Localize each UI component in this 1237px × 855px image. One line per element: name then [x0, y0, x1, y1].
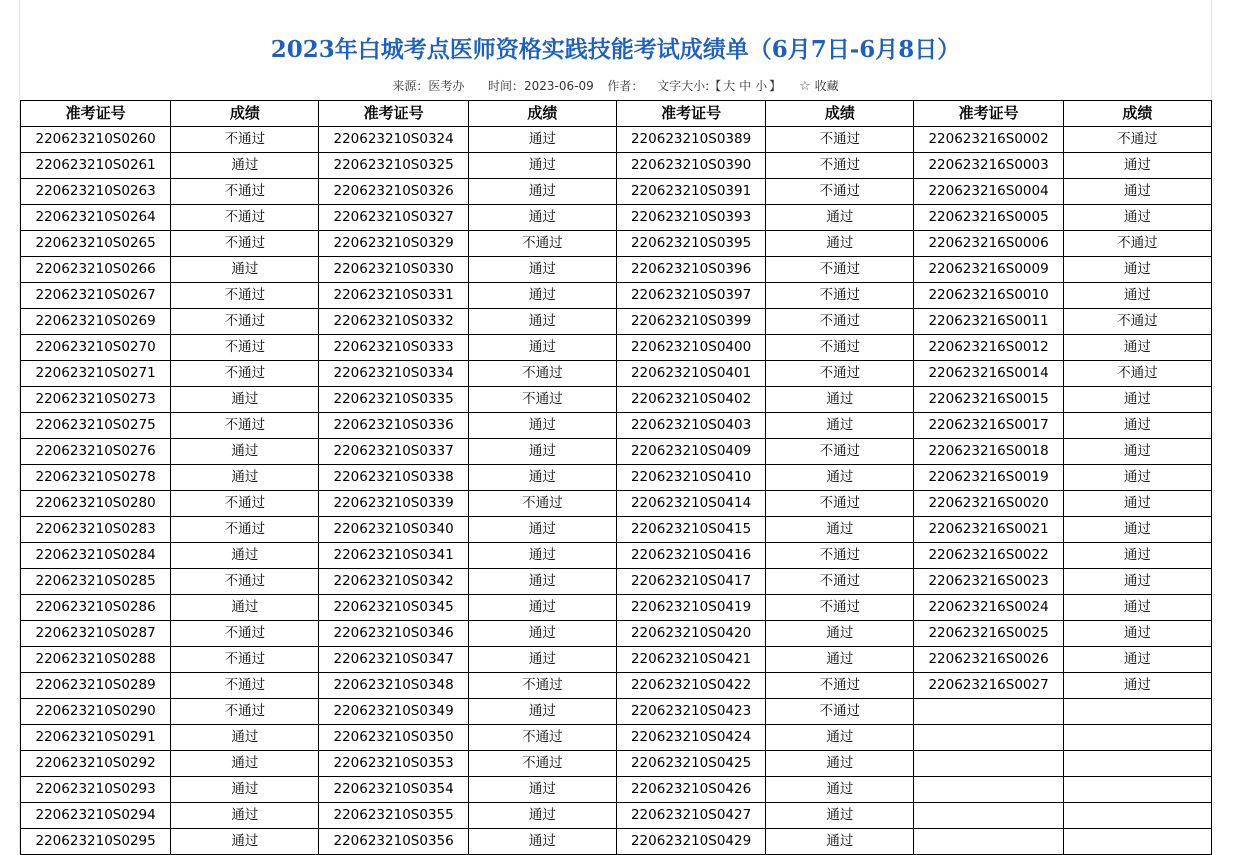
- result-cell: [1063, 829, 1211, 855]
- result-cell: 通过: [468, 647, 616, 673]
- result-cell: 通过: [1063, 621, 1211, 647]
- exam-id-cell: 220623210S0291: [21, 725, 171, 751]
- table-row: [21, 647, 1212, 673]
- table-row: [21, 829, 1212, 855]
- exam-id-cell: 220623210S0425: [616, 751, 765, 777]
- result-cell: 通过: [468, 699, 616, 725]
- result-cell: 不通过: [171, 699, 319, 725]
- exam-id-cell: 220623216S0020: [914, 491, 1063, 517]
- table-row: [21, 777, 1212, 803]
- result-cell: 通过: [766, 517, 914, 543]
- exam-id-cell: 220623210S0402: [616, 387, 765, 413]
- score-table: [20, 100, 1212, 855]
- table-row: [21, 751, 1212, 777]
- exam-id-cell: 220623216S0005: [914, 205, 1063, 231]
- result-cell: 通过: [1063, 569, 1211, 595]
- result-cell: 通过: [171, 777, 319, 803]
- exam-id-cell: 220623216S0021: [914, 517, 1063, 543]
- result-cell: 通过: [1063, 413, 1211, 439]
- exam-id-cell: 220623216S0002: [914, 127, 1063, 153]
- exam-id-cell: [914, 803, 1063, 829]
- result-cell: 通过: [766, 803, 914, 829]
- exam-id-cell: 220623210S0334: [319, 361, 468, 387]
- result-cell: 不通过: [766, 179, 914, 205]
- font-size-label: 文字大小:【: [657, 79, 722, 93]
- result-cell: 不通过: [766, 335, 914, 361]
- page-title: 2023年白城考点医师资格实践技能考试成绩单（6月7日-6月8日）: [270, 36, 961, 63]
- exam-id-cell: 220623210S0390: [616, 153, 765, 179]
- exam-id-cell: 220623210S0400: [616, 335, 765, 361]
- table-row: [21, 803, 1212, 829]
- exam-id-cell: 220623210S0337: [319, 439, 468, 465]
- table-row: [21, 725, 1212, 751]
- result-cell: 不通过: [171, 673, 319, 699]
- result-cell: 不通过: [468, 673, 616, 699]
- exam-id-cell: 220623210S0389: [616, 127, 765, 153]
- exam-id-cell: 220623210S0409: [616, 439, 765, 465]
- result-cell: 通过: [171, 439, 319, 465]
- result-cell: 通过: [1063, 439, 1211, 465]
- result-cell: 通过: [1063, 153, 1211, 179]
- result-cell: 通过: [171, 465, 319, 491]
- column-header-result: 成绩: [468, 101, 616, 127]
- exam-id-cell: 220623216S0017: [914, 413, 1063, 439]
- exam-id-cell: 220623210S0421: [616, 647, 765, 673]
- result-cell: 通过: [468, 439, 616, 465]
- table-row: [21, 153, 1212, 179]
- exam-id-cell: 220623210S0340: [319, 517, 468, 543]
- exam-id-cell: 220623210S0276: [21, 439, 171, 465]
- result-cell: 不通过: [171, 569, 319, 595]
- result-cell: 不通过: [1063, 309, 1211, 335]
- result-cell: 通过: [1063, 283, 1211, 309]
- result-cell: 通过: [468, 777, 616, 803]
- exam-id-cell: 220623210S0403: [616, 413, 765, 439]
- exam-id-cell: [914, 725, 1063, 751]
- exam-id-cell: 220623210S0429: [616, 829, 765, 855]
- exam-id-cell: 220623210S0290: [21, 699, 171, 725]
- result-cell: 不通过: [171, 335, 319, 361]
- column-header-exam-id: 准考证号: [319, 101, 468, 127]
- result-cell: 通过: [171, 257, 319, 283]
- exam-id-cell: 220623216S0010: [914, 283, 1063, 309]
- exam-id-cell: 220623210S0285: [21, 569, 171, 595]
- result-cell: [1063, 725, 1211, 751]
- result-cell: 通过: [468, 257, 616, 283]
- exam-id-cell: 220623210S0333: [319, 335, 468, 361]
- exam-id-cell: 220623210S0395: [616, 231, 765, 257]
- exam-id-cell: 220623210S0342: [319, 569, 468, 595]
- result-cell: 通过: [171, 725, 319, 751]
- table-row: [21, 205, 1212, 231]
- exam-id-cell: 220623216S0022: [914, 543, 1063, 569]
- exam-id-cell: 220623210S0293: [21, 777, 171, 803]
- result-cell: [1063, 699, 1211, 725]
- result-cell: 通过: [766, 751, 914, 777]
- exam-id-cell: 220623210S0288: [21, 647, 171, 673]
- result-cell: 不通过: [766, 257, 914, 283]
- exam-id-cell: 220623210S0338: [319, 465, 468, 491]
- result-cell: 不通过: [1063, 361, 1211, 387]
- result-cell: 通过: [468, 153, 616, 179]
- exam-id-cell: 220623216S0023: [914, 569, 1063, 595]
- exam-id-cell: [914, 751, 1063, 777]
- exam-id-cell: 220623210S0261: [21, 153, 171, 179]
- exam-id-cell: 220623210S0410: [616, 465, 765, 491]
- font-size-large-button[interactable]: 大: [723, 79, 736, 93]
- result-cell: 通过: [1063, 465, 1211, 491]
- exam-id-cell: 220623210S0424: [616, 725, 765, 751]
- exam-id-cell: 220623210S0401: [616, 361, 765, 387]
- result-cell: 通过: [171, 803, 319, 829]
- column-header-result: 成绩: [1063, 101, 1211, 127]
- column-header-exam-id: 准考证号: [616, 101, 765, 127]
- result-cell: 通过: [766, 465, 914, 491]
- result-cell: 通过: [468, 465, 616, 491]
- result-cell: 通过: [1063, 335, 1211, 361]
- font-size-medium-button[interactable]: 中: [739, 79, 752, 93]
- table-row: [21, 439, 1212, 465]
- table-row: [21, 569, 1212, 595]
- result-cell: 不通过: [766, 569, 914, 595]
- exam-id-cell: 220623210S0415: [616, 517, 765, 543]
- result-cell: 不通过: [171, 205, 319, 231]
- result-cell: 通过: [1063, 205, 1211, 231]
- result-cell: 通过: [171, 829, 319, 855]
- table-header-row: [21, 101, 1212, 127]
- result-cell: 通过: [171, 387, 319, 413]
- font-size-bracket: 】: [769, 79, 782, 93]
- result-cell: 通过: [1063, 673, 1211, 699]
- table-row: [21, 413, 1212, 439]
- table-row: [21, 491, 1212, 517]
- exam-id-cell: 220623210S0399: [616, 309, 765, 335]
- result-cell: 通过: [1063, 647, 1211, 673]
- exam-id-cell: [914, 699, 1063, 725]
- result-cell: 不通过: [468, 751, 616, 777]
- exam-id-cell: 220623210S0294: [21, 803, 171, 829]
- meta-source: 来源：医考办: [392, 79, 465, 93]
- result-cell: 通过: [766, 621, 914, 647]
- table-row: [21, 361, 1212, 387]
- result-cell: 通过: [468, 543, 616, 569]
- result-cell: 不通过: [468, 725, 616, 751]
- exam-id-cell: 220623216S0027: [914, 673, 1063, 699]
- result-cell: [1063, 803, 1211, 829]
- result-cell: 通过: [1063, 543, 1211, 569]
- exam-id-cell: 220623216S0006: [914, 231, 1063, 257]
- exam-id-cell: 220623216S0009: [914, 257, 1063, 283]
- exam-id-cell: 220623210S0292: [21, 751, 171, 777]
- result-cell: 不通过: [468, 491, 616, 517]
- exam-id-cell: 220623210S0350: [319, 725, 468, 751]
- exam-id-cell: 220623216S0015: [914, 387, 1063, 413]
- exam-id-cell: 220623210S0269: [21, 309, 171, 335]
- result-cell: 通过: [766, 725, 914, 751]
- exam-id-cell: 220623210S0325: [319, 153, 468, 179]
- exam-id-cell: 220623210S0265: [21, 231, 171, 257]
- exam-id-cell: 220623216S0018: [914, 439, 1063, 465]
- exam-id-cell: 220623210S0414: [616, 491, 765, 517]
- exam-id-cell: 220623210S0263: [21, 179, 171, 205]
- result-cell: [1063, 751, 1211, 777]
- result-cell: 通过: [766, 413, 914, 439]
- exam-id-cell: 220623210S0391: [616, 179, 765, 205]
- result-cell: 不通过: [171, 127, 319, 153]
- exam-id-cell: 220623210S0349: [319, 699, 468, 725]
- exam-id-cell: 220623210S0416: [616, 543, 765, 569]
- result-cell: 通过: [468, 517, 616, 543]
- exam-id-cell: 220623210S0353: [319, 751, 468, 777]
- result-cell: 不通过: [171, 231, 319, 257]
- article-page: [19, 0, 1212, 854]
- result-cell: 通过: [468, 179, 616, 205]
- exam-id-cell: 220623210S0356: [319, 829, 468, 855]
- table-row: [21, 127, 1212, 153]
- column-header-exam-id: 准考证号: [21, 101, 171, 127]
- exam-id-cell: 220623210S0326: [319, 179, 468, 205]
- table-row: [21, 699, 1212, 725]
- exam-id-cell: 220623210S0393: [616, 205, 765, 231]
- exam-id-cell: 220623210S0355: [319, 803, 468, 829]
- exam-id-cell: 220623216S0003: [914, 153, 1063, 179]
- exam-id-cell: 220623210S0422: [616, 673, 765, 699]
- result-cell: 不通过: [171, 283, 319, 309]
- result-cell: 通过: [468, 803, 616, 829]
- result-cell: [1063, 777, 1211, 803]
- table-body: [21, 127, 1212, 855]
- exam-id-cell: 220623216S0024: [914, 595, 1063, 621]
- result-cell: 通过: [766, 647, 914, 673]
- meta-time: 时间：2023-06-09: [487, 79, 594, 93]
- result-cell: 通过: [766, 231, 914, 257]
- result-cell: 不通过: [766, 309, 914, 335]
- exam-id-cell: 220623210S0295: [21, 829, 171, 855]
- exam-id-cell: 220623216S0026: [914, 647, 1063, 673]
- result-cell: 通过: [468, 621, 616, 647]
- exam-id-cell: 220623210S0423: [616, 699, 765, 725]
- result-cell: 不通过: [766, 595, 914, 621]
- exam-id-cell: 220623210S0330: [319, 257, 468, 283]
- exam-id-cell: 220623216S0012: [914, 335, 1063, 361]
- result-cell: 不通过: [766, 361, 914, 387]
- result-cell: 通过: [766, 205, 914, 231]
- exam-id-cell: 220623210S0270: [21, 335, 171, 361]
- exam-id-cell: 220623210S0329: [319, 231, 468, 257]
- table-row: [21, 621, 1212, 647]
- exam-id-cell: 220623216S0019: [914, 465, 1063, 491]
- result-cell: 通过: [468, 205, 616, 231]
- font-size-small-button[interactable]: 小: [755, 79, 768, 93]
- exam-id-cell: 220623210S0275: [21, 413, 171, 439]
- exam-id-cell: 220623210S0426: [616, 777, 765, 803]
- result-cell: 通过: [468, 309, 616, 335]
- result-cell: 通过: [766, 777, 914, 803]
- result-cell: 通过: [468, 127, 616, 153]
- exam-id-cell: 220623210S0332: [319, 309, 468, 335]
- result-cell: 通过: [766, 387, 914, 413]
- result-cell: 不通过: [766, 153, 914, 179]
- exam-id-cell: 220623210S0264: [21, 205, 171, 231]
- exam-id-cell: [914, 829, 1063, 855]
- exam-id-cell: 220623210S0260: [21, 127, 171, 153]
- exam-id-cell: [914, 777, 1063, 803]
- table-row: [21, 231, 1212, 257]
- table-row: [21, 673, 1212, 699]
- result-cell: 通过: [1063, 257, 1211, 283]
- table-row: [21, 283, 1212, 309]
- exam-id-cell: 220623210S0397: [616, 283, 765, 309]
- exam-id-cell: 220623210S0341: [319, 543, 468, 569]
- result-cell: 不通过: [468, 361, 616, 387]
- table-row: [21, 335, 1212, 361]
- exam-id-cell: 220623210S0348: [319, 673, 468, 699]
- exam-id-cell: 220623210S0283: [21, 517, 171, 543]
- exam-id-cell: 220623210S0417: [616, 569, 765, 595]
- result-cell: 通过: [1063, 179, 1211, 205]
- result-cell: 不通过: [766, 699, 914, 725]
- exam-id-cell: 220623210S0271: [21, 361, 171, 387]
- result-cell: 不通过: [468, 387, 616, 413]
- exam-id-cell: 220623210S0347: [319, 647, 468, 673]
- result-cell: 通过: [468, 413, 616, 439]
- column-header-result: 成绩: [171, 101, 319, 127]
- result-cell: 不通过: [468, 231, 616, 257]
- table-row: [21, 465, 1212, 491]
- result-cell: 不通过: [766, 127, 914, 153]
- result-cell: 通过: [468, 569, 616, 595]
- exam-id-cell: 220623210S0280: [21, 491, 171, 517]
- exam-id-cell: 220623210S0419: [616, 595, 765, 621]
- exam-id-cell: 220623210S0354: [319, 777, 468, 803]
- result-cell: 通过: [171, 595, 319, 621]
- result-cell: 通过: [1063, 387, 1211, 413]
- result-cell: 不通过: [171, 309, 319, 335]
- exam-id-cell: 220623210S0324: [319, 127, 468, 153]
- exam-id-cell: 220623216S0011: [914, 309, 1063, 335]
- result-cell: 通过: [468, 283, 616, 309]
- table-row: [21, 595, 1212, 621]
- star-outline-icon[interactable]: ☆: [799, 79, 811, 94]
- result-cell: 通过: [766, 829, 914, 855]
- result-cell: 通过: [468, 335, 616, 361]
- column-header-result: 成绩: [766, 101, 914, 127]
- result-cell: 通过: [1063, 517, 1211, 543]
- exam-id-cell: 220623210S0346: [319, 621, 468, 647]
- exam-id-cell: 220623210S0286: [21, 595, 171, 621]
- exam-id-cell: 220623210S0266: [21, 257, 171, 283]
- exam-id-cell: 220623210S0420: [616, 621, 765, 647]
- exam-id-cell: 220623210S0345: [319, 595, 468, 621]
- result-cell: 不通过: [171, 621, 319, 647]
- article-meta: [20, 77, 1211, 94]
- favorite-button[interactable]: 收藏: [814, 79, 839, 93]
- result-cell: 不通过: [171, 647, 319, 673]
- exam-id-cell: 220623210S0278: [21, 465, 171, 491]
- exam-id-cell: 220623216S0004: [914, 179, 1063, 205]
- result-cell: 通过: [171, 543, 319, 569]
- exam-id-cell: 220623210S0289: [21, 673, 171, 699]
- result-cell: 通过: [1063, 595, 1211, 621]
- table-row: [21, 517, 1212, 543]
- exam-id-cell: 220623210S0427: [616, 803, 765, 829]
- result-cell: 不通过: [171, 413, 319, 439]
- table-row: [21, 309, 1212, 335]
- table-row: [21, 179, 1212, 205]
- result-cell: 不通过: [766, 491, 914, 517]
- result-cell: 通过: [171, 751, 319, 777]
- table-row: [21, 257, 1212, 283]
- result-cell: 不通过: [171, 491, 319, 517]
- result-cell: 不通过: [171, 517, 319, 543]
- result-cell: 不通过: [766, 673, 914, 699]
- exam-id-cell: 220623210S0273: [21, 387, 171, 413]
- result-cell: 不通过: [766, 439, 914, 465]
- exam-id-cell: 220623210S0336: [319, 413, 468, 439]
- result-cell: 通过: [468, 595, 616, 621]
- result-cell: 通过: [468, 829, 616, 855]
- exam-id-cell: 220623210S0335: [319, 387, 468, 413]
- result-cell: 不通过: [1063, 231, 1211, 257]
- result-cell: 通过: [1063, 491, 1211, 517]
- exam-id-cell: 220623210S0284: [21, 543, 171, 569]
- exam-id-cell: 220623210S0267: [21, 283, 171, 309]
- result-cell: 通过: [171, 153, 319, 179]
- exam-id-cell: 220623210S0287: [21, 621, 171, 647]
- exam-id-cell: 220623210S0339: [319, 491, 468, 517]
- result-cell: 不通过: [1063, 127, 1211, 153]
- table-row: [21, 387, 1212, 413]
- exam-id-cell: 220623216S0025: [914, 621, 1063, 647]
- result-cell: 不通过: [171, 361, 319, 387]
- exam-id-cell: 220623210S0331: [319, 283, 468, 309]
- exam-id-cell: 220623210S0396: [616, 257, 765, 283]
- meta-author: 作者：: [607, 79, 644, 93]
- table-row: [21, 543, 1212, 569]
- column-header-exam-id: 准考证号: [914, 101, 1063, 127]
- result-cell: 不通过: [766, 543, 914, 569]
- result-cell: 不通过: [171, 179, 319, 205]
- result-cell: 不通过: [766, 283, 914, 309]
- exam-id-cell: 220623210S0327: [319, 205, 468, 231]
- exam-id-cell: 220623216S0014: [914, 361, 1063, 387]
